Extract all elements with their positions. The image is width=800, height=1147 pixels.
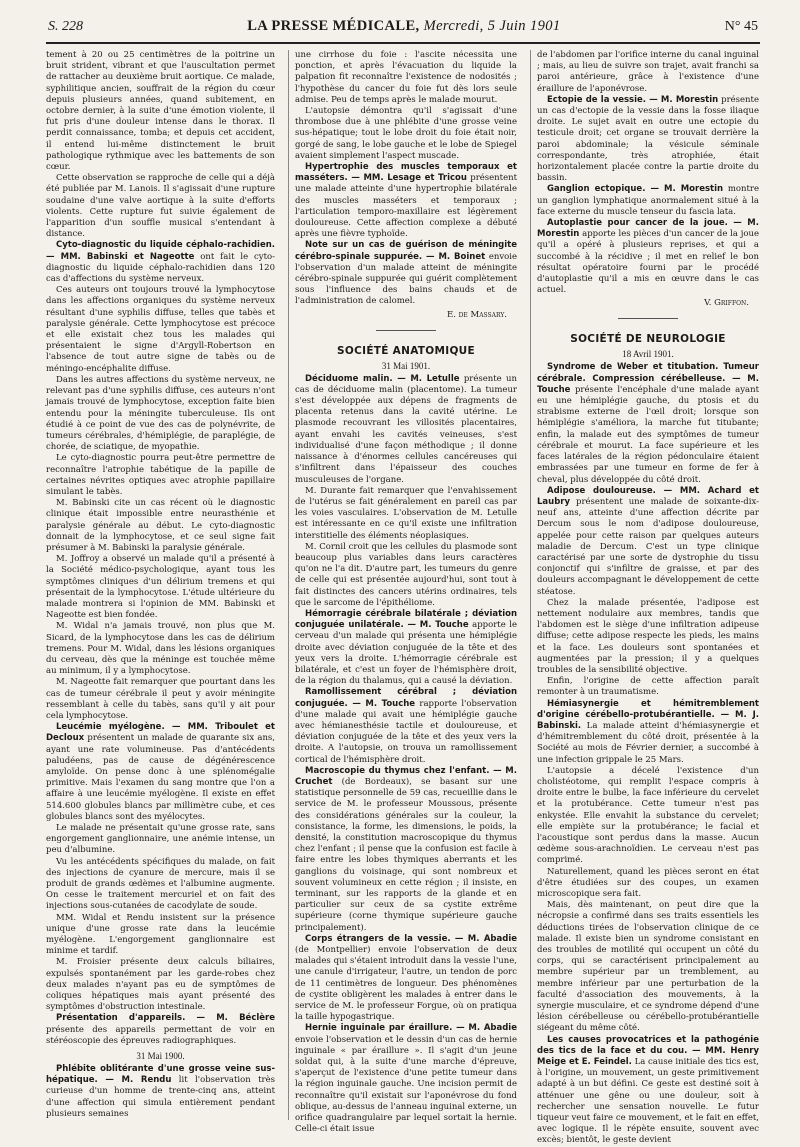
paragraph: M. Nageotte fait remarquer que pourtant dans les cas de tumeur cérébrale il peut y avoir méningite ressemblant à celle du tabès, sans qu'il y ait pour cela lymphocytose. [46,677,275,721]
section-text: présentent une malade atteinte d'une hypertrophie bilatérale des muscles masséters et temporaux ; l'articulation temporo-maxillaire est légèrement douloureuse. Cette affection complexe a débuté après une fièvre typhoïde. [295,173,517,240]
section-text: envoie l'observation et le dessin d'un cas de hernie inguinale « par éraillure ». Il s'agit d'un jeune soldat qui, à la suite d'une marche d'épreuve, s'aperçut de l'existence d'une petite tumeur dans la région inguinale gauche. Une incision permit de reconnaître qu'il existait sur l'aponévrose du fond oblique, au-dessus de l'anneau inguinal externe, un orifice quadrangulaire par lequel sortait la hernie. Celle-ci était issue [295,1034,517,1135]
society-title: SOCIÉTÉ ANATOMIQUE [337,344,475,357]
paragraph: Ces auteurs ont toujours trouvé la lymphocytose dans les affections organiques du système nerveux résultant d'une syphilis diffuse, telles que tabès et paralysie générale. Cette lymphocytose est précoce et elle existait chez tous les malades qui présentaient le signe d'Argyll-Robertson en l'absence de tout autre signe de tabès ou de méningo-encéphalite diffuse. [46,285,275,374]
paragraph: de l'abdomen par l'orifice interne du canal inguinal ; mais, au lieu de suivre son trajet, avait franchi sa paroi antérieure, grâce à l'existence d'une éraillure de l'aponévrose. [537,50,759,94]
section-entry [46,1013,275,1047]
section-title: Leucémie myélogène. — MM. Triboulet et Decloux [46,722,275,744]
section-entry [295,934,517,1024]
paragraph: L'autopsie a décelé l'existence d'un cholistéotome, qui remplit l'espace compris à droite entre le bulbe, la face inférieure du cervelet et la protubérance. Cette tumeur n'est pas enkystée. Elle envahit la substance du cervelet; elle empiète sur la protubérance; le facial et l'acoustique sont perdus dans la masse. Aucun œdème sous-arachnoïdien. Le cerveau n'est pas comprimé. [537,765,759,866]
section-text: apporte les pièces d'un cancer de la joue qu'il a opéré à plusieurs reprises, et qui a succombé à la récidive ; il met en relief le bon résultat opératoire fourni par le procédé d'autoplastie qu'il a mis en œuvre dans le cas actuel. [537,229,759,296]
session-date: 18 Avril 1901. [622,349,674,360]
column-2 [288,50,518,1135]
session-date: 31 Mai 1900. [136,1051,185,1062]
section-entry [295,374,517,486]
paragraph: Mais, dès maintenant, on peut dire que la nécropsie a confirmé dans ses traits essentiels les déductions tirées de l'observation clinique de ce malade. Il existe bien un syndrome consistant en des troubles de motilité qui occupent un côté du corps, qui se caractérisent principalement au membre supérieur par un tremblement, au membre inférieur par une perturbation de la faculté d'association des mouvements, à la synergie musculaire, et ce syndrome dépend d'une lésion cérébelleuse ou cérébello-protubérantielle siégeant du même côté. [537,900,759,1034]
section-title: Adipose douloureuse. — MM. Achard et Laubry [537,485,759,507]
paragraph: M. Babinski cite un cas récent où le diagnostic clinique était impossible entre neurasthénie et paralysie générale au début. Le cyto-diagnostic donnait de la lymphocytose, et ce seul signe fait présumer à M. Babinski la paralysie générale. [46,498,275,553]
section-entry [295,162,517,240]
section-entry [537,95,759,185]
paragraph: Le malade ne présentait qu'une grosse rate, sans engorgement ganglionnaire, une anémie intense, un peu d'albumine. [46,823,275,856]
society-title: SOCIÉTÉ DE NEUROLOGIE [570,333,726,346]
section-title: Ramollissement cérébral ; déviation conjuguée. — M. Touche [295,687,517,709]
paragraph: Enfin, l'origine de cette affection paraît remonter à un traumatisme. [537,676,759,698]
paragraph: Le cyto-diagnostic pourra peut-être permettre de reconnaître l'atrophie tabétique de la papille de certaines névrites optiques avec atrophie papillaire simulant le tabès. [46,453,275,497]
section-text: présente l'encéphale d'une malade ayant eu une hémiplégie gauche, du ptosis et du strabisme externe de l'œil droit; lorsque son hémiplégie s'améliora, la marche fut titubante; enfin, la malade eut des symptômes de tumeur cérébrale et mourut. La face supérieure et les faces latérales de la région pédonculaire étaient embrassées par une tumeur en forme de fer à cheval, plus développée du côté droit. [537,384,759,485]
paragraph: Vu les antécédents spécifiques du malade, on fait des injections de cyanure de mercure, mais il se produit de grands œdèmes et l'albumine augmente. On cesse le traitement mercuriel et on fait des injections sous-cutanées de cacodylate de soude. [46,856,275,912]
section-entry [537,699,759,766]
section-title: Hémiasynergie et hémitremblement d'origine cérébello-protubérantielle. — M. J. Babinski. [537,698,759,731]
paragraph: L'autopsie démontra qu'il s'agissait d'une thrombose due à une phlébite d'une grosse veine sus-hépatique; tout le lobe droit du foie était noir, gorgé de sang, le lobe gauche et le lobe de Spiegel avaient simplement l'aspect muscade. [295,106,517,161]
section-title: Hémorragie cérébrale bilatérale ; déviation conjuguée unilatérale. — M. Touche [295,608,517,631]
section-entry [537,486,759,598]
section-text: (de Montpellier) envoie l'observation de deux malades qui s'étaient introduit dans la vessie l'une, une canule d'irrigateur, l'autre, un tendon de porc de 11 centimètres de longueur. Des phénomènes de cystite obligèrent les malades à entrer dans le service de M. le professeur Forgue, où on pratiqua la taille hypogastrique. [295,945,517,1023]
section-text: apporte le cerveau d'un malade qui présenta une hémiplégie droite avec déviation conjuguée de la tête et des yeux vers la droite. L'hémorragie cérébrale est bilatérale, et c'est un foyer de l'hémisphère droit, de la région du thalamus, qui a causé la déviation. [295,620,518,687]
section-title: Déciduome malin. — M. Letulle [305,373,460,384]
section-title: Ganglion ectopique. — M. Morestin [547,184,724,195]
section-text: lit l'observation très curieuse d'un homme de trente-cinq ans, atteint d'une affection qui simula entièrement pendant plusieurs semaines [46,1075,275,1119]
columns [46,50,760,1146]
section-text: présentent un malade de quarante six ans, ayant une rate volumineuse. Pas d'antécédents paludéens, pas de cause de dégénérescence amyloïde. On pense donc à une splénomégalie primitive. Mais l'examen du sang montre que l'on a affaire à une leucémie myélogène. Il existe en effet 514.600 globules blancs par millimètre cube, et ces globules blancs sont des myélocytes. [46,733,275,822]
section-title: Les causes provocatrices et la pathogénie des tics de la face et du cou. — MM. Henry Meige et E. Feindel. [537,1034,759,1068]
section-text: présente un cas de déciduome malin (placentome). La tumeur s'est développée aux dépens de fragments de placenta retenus dans la cavité utérine. Le plasmode recouvrant les villosités placentaires, ayant envahi les cavités veineuses, s'est individualisé d'une façon méthodique ; il donne naissance à d'énormes cellules cancéreuses qui s'infiltrent dans l'épaisseur des couches musculeuses de l'organe. [295,373,518,485]
header-rule [46,42,760,44]
section-text: présentent une malade de soixante-dix-neuf ans, atteinte d'une affection décrite par Dercum sous le nom d'adipose douloureuse, appelée pour cette raison par quelques auteurs maladie de Dercum. C'est un type clinique caractérisé par une sorte de dystrophie du tissu conjonctif qui s'infiltre de graisse, et par des douleurs accompagnant le développement de cette stéatose. [537,496,759,597]
page-header [46,18,760,40]
section-entry [537,362,759,485]
running-title [247,18,560,35]
author-signature: V. Griffon. [704,298,749,309]
paragraph: Chez la malade présentée, l'adipose est nettement nodulaire aux membres, tandis que l'abdomen est le siège d'une infiltration adipeuse diffuse; cette adipose respecte les pieds, les mains et la face. Les douleurs sont spontanées et augmentées par la pression; il y a quelques troubles de la sensibilité objective. [537,597,759,675]
section-text: ont fait le cyto-diagnostic du liquide céphalo-rachidien dans 120 cas d'affections du système nerveux. [46,251,275,285]
section-text: La malade atteint d'hémiasynergie et d'hémitremblement du côté droit, présentée à la Société au mois de Février dernier, a succombé à une infection grippale le 25 Mars. [537,720,759,765]
section-text: présente des appareils permettant de voir en stéréoscopie des épreuves radiographiques. [46,1024,275,1046]
section-text: envoie l'observation d'un malade atteint de méningite cérébro-spinale suppurée qui guérit complètement sous l'influence des bains chauds et de l'administration de calomel. [295,251,517,307]
paragraph: M. Widal n'a jamais trouvé, non plus que M. Sicard, de la lymphocytose dans les cas de délirium tremens. Pour M. Widal, dans les lésions organiques du cerveau, dès que la méninge est touchée même au minimum, il y a lymphocytose. [46,621,275,677]
paragraph: M. Joffroy a observé un malade qu'il a présenté à la Société médico-psychologique, ayant tous les symptômes cliniques d'un délirium tremens et qui présentait de la lymphocytose. L'étude ultérieure du malade montrera si l'opinion de MM. Babinski et Nageotte est bien fondée. [46,554,275,621]
issue-date: Mercredi, 5 Juin 1901 [423,18,561,34]
paragraph: une cirrhose du foie : l'ascite nécessita une ponction, et après l'évacuation du liquide la palpation fit reconnaître l'existence de nodosités ; l'hypothèse du cancer du foie fut dès lors seule admise. Peu de temps après le malade mourut. [295,50,517,105]
section-entry [295,766,517,934]
section-title: Ectopie de la vessie. — M. Morestin [547,94,719,105]
section-entry [537,184,759,218]
section-entry [537,1035,759,1147]
section-title: Autoplastie pour cancer de la joue. — M. Morestin [537,218,759,240]
paragraph: Naturellement, quand les pièces seront en état d'être étudiées sur des coupes, un examen microscopique sera fait. [537,866,759,900]
paragraph: M. Froisier présente deux calculs biliaires, expulsés spontanément par les garde-robes chez deux malades n'ayant pas eu de symptômes de coliques hépatiques mais ayant présenté des symptômes d'obstruction intestinale. [46,957,275,1013]
publication-name: LA PRESSE MÉDICALE, [247,18,420,34]
section-entry [295,609,517,687]
section-title: Hernie inguinale par éraillure. — M. Abadie [305,1023,517,1034]
section-title: Présentation d'appareils. — M. Béclère [56,1013,275,1024]
section-entry [295,1023,517,1135]
section-divider [618,318,678,319]
section-entry [537,218,759,296]
section-entry [46,240,275,285]
paragraph: MM. Widal et Rendu insistent sur la présence unique d'une grosse rate dans la leucémie myélogène. L'engorgement ganglionnaire est minime et tardif. [46,912,275,957]
section-text: La cause initiale des tics est, à l'origine, un mouvement, un geste primitivement adapté à un but défini. Ce geste est destiné soit à atténuer une gêne ou une douleur, soit à rechercher une sensation nouvelle. Le futur tiqueur veut faire ce mouvement, et le fait en effet, avec logique. Il le répète ensuite, souvent avec excès; bientôt, le geste devient [537,1057,760,1146]
column-1 [46,50,275,1120]
section-entry [295,687,517,765]
section-divider [376,330,436,331]
section-text: rapporte l'observation d'une malade qui avait une hémiplégie gauche avec hémianesthésie tactile et douloureuse, et déviation conjuguée de la tête et des yeux vers la droite. A l'autopsie, on trouva un ramollissement cortical de l'hémisphère droit. [295,698,517,765]
section-text: montre un ganglion lymphatique anormalement situé à la face externe du muscle tenseur du fascia lata. [537,184,759,217]
section-entry [295,240,517,307]
section-entry [46,1064,275,1120]
paragraph: Dans les autres affections du système nerveux, ne relevant pas d'une syphilis diffuse, ces auteurs n'ont jamais trouvé de lymphocytose, exception faite bien entendu pour la méningite tuberculeuse. Ils ont étudié à ce point de vue des cas de polynévrite, de tumeurs cérébrales, d'hémiplégie, de paraplégie, de chorée, de sciatique, de myopathie. [46,374,275,453]
section-title: Syndrome de Weber et titubation. Tumeur cérébrale. Compression cérébelleuse. — M. Touche [537,362,759,395]
paragraph: M. Cornil croit que les cellules du plasmode sont beaucoup plus variables dans leurs caractères qu'on ne l'a dit. D'autre part, les tumeurs du genre de celle qui est présentée aujourd'hui, sont tout à fait distinctes des cancers utérins ordinaires, tels que le sarcome de l'épithéliome. [295,541,517,608]
paragraph: M. Durante fait remarquer que l'envahissement de l'utérus se fait généralement en pareil cas par les voies vasculaires. L'observation de M. Letulle est intéressante en ce qu'il existe une infiltration interstitielle des éléments néoplasiques. [295,485,517,541]
section-title: Note sur un cas de guérison de méningite cérébro-spinale suppurée. — M. Boinet [295,240,517,262]
column-3 [530,50,760,1146]
page-label: S. 228 [48,19,83,34]
paragraph: Cette observation se rapproche de celle qui a déjà été publiée par M. Lanois. Il s'agissait d'une rupture soudaine d'une valve aortique à la suite d'efforts violents. Cette rupture fut suivie également de l'apparition d'un souffle musical s'entendant à distance. [46,173,275,240]
section-entry [46,722,275,823]
paragraph: tement à 20 ou 25 centimètres de la poitrine un bruit strident, vibrant et que l'auscultation permet de rattacher au deuxième bruit aortique. Ce malade, syphilitique ancien, souffrait de la région du cœur depuis plusieurs années, quand subitement, en octobre dernier, à la suite d'une émotion violente, il fut pris d'une douleur intense dans le thorax. Il perdit connaissance, tomba; et depuis cet accident, il entend lui-même distinctement le bruit pathologique rythmique avec les battements de son cœur. [46,50,275,173]
section-title: Hypertrophie des muscles temporaux et masséters. — MM. Lesage et Tricou [295,162,517,184]
section-text: (de Bordeaux), se basant sur une statistique personnelle de 59 cas, recueillie dans le service de M. le professeur Moussous, présente des considérations générales sur la couleur, la consistance, la forme, les dimensions, le poids, la densité, la constitution macroscopique du thymus chez l'enfant ; il pense que la confusion est facile à faire entre les lobes thymiques aberrants et les ganglions du voisinage, qui sont nombreux et souvent volumineux en cette région ; il insiste, en terminant, sur les rapports de la glande et en particulier sur ceux de sa cystite extrême supérieure (corne thymique supérieure gauche principalement). [295,776,517,933]
section-title: Macroscopie du thymus chez l'enfant. — M. Cruchet [295,765,517,787]
session-date: 31 Mai 1901. [381,360,431,371]
section-title: Phlébite oblitérante d'une grosse veine sus-hépatique. — M. Rendu [46,1064,275,1086]
section-text: présente un cas d'ectopie de la vessie dans la fosse iliaque droite. Le sujet avait en outre une ectopie du testicule droit; cet organe se trouvait derrière la paroi abdominale; la vésicule séminale correspondante, très atrophiée, était horizontalement placée contre la partie droite du bassin. [537,94,759,184]
author-signature: E. de Massary. [447,309,507,320]
section-title: Corps étrangers de la vessie. — M. Abadie [305,933,517,944]
section-title: Cyto-diagnostic du liquide céphalo-rachidien. — MM. Babinski et Nageotte [46,240,275,262]
issue-number: N° 45 [724,19,758,34]
